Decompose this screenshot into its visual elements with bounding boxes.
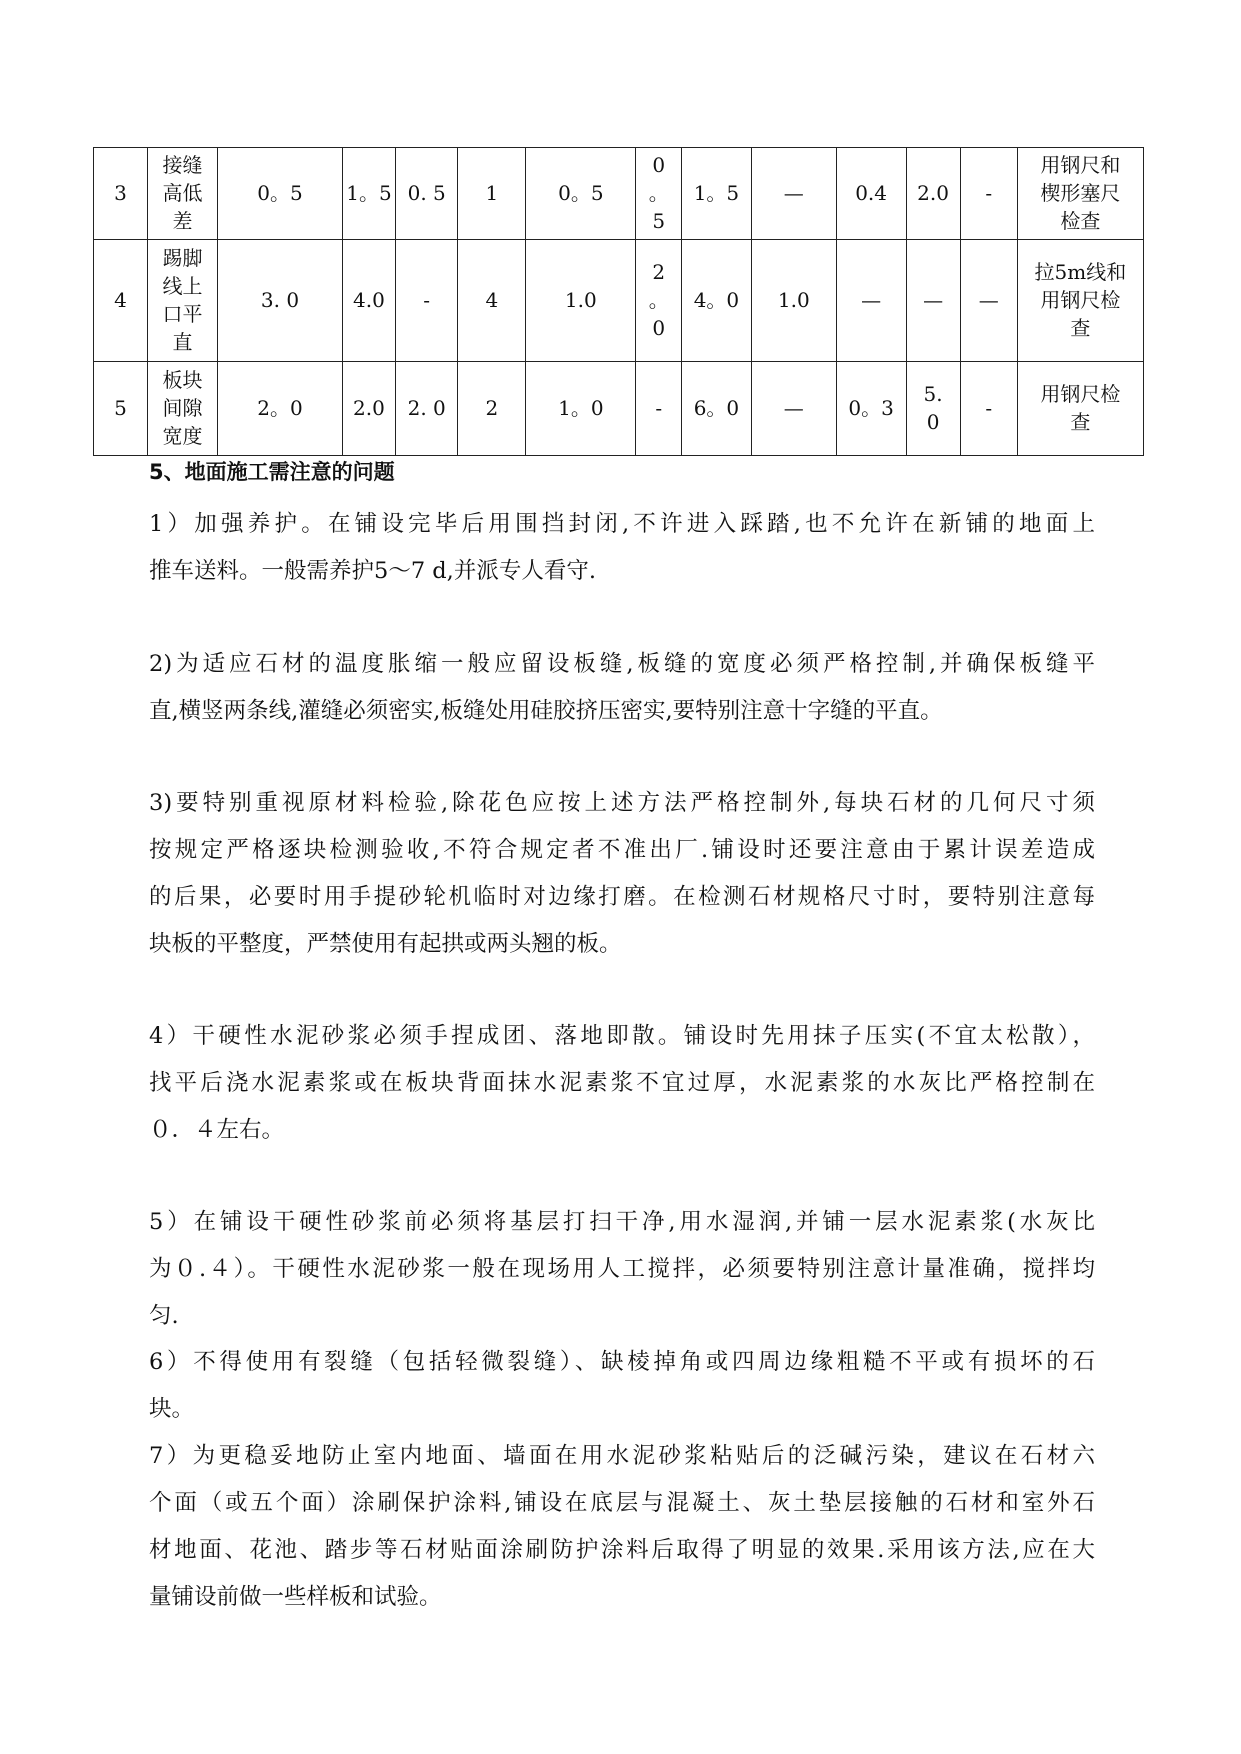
cell-line: - bbox=[655, 396, 663, 421]
inspection-method-cell bbox=[1017, 361, 1143, 455]
cell-line: 0 bbox=[926, 410, 940, 435]
value-cell: 0.4 bbox=[836, 148, 906, 240]
cell-line: 踢脚 bbox=[162, 246, 203, 271]
cell-line: 间隙 bbox=[162, 396, 203, 421]
paragraph-line: 块板的平整度，严禁使用有起拱或两头翘的板。 bbox=[149, 931, 622, 957]
value-cell: 1。0 bbox=[526, 361, 636, 455]
row-number-cell: 5 bbox=[94, 361, 148, 455]
table-row bbox=[94, 239, 1144, 361]
cell-line: — bbox=[923, 288, 944, 313]
paragraph-line: 匀. bbox=[149, 1303, 179, 1329]
row-number-cell: 3 bbox=[94, 148, 148, 240]
paragraph-line: 1）加强养护。在铺设完毕后用围挡封闭,不许进入踩踏,也不允许在新铺的地面上 bbox=[149, 511, 1095, 537]
paragraph-line: 6）不得使用有裂缝（包括轻微裂缝）、缺棱掉角或四周边缘粗糙不平或有损坏的石 bbox=[149, 1349, 1095, 1375]
cell-line: 口平 bbox=[162, 302, 203, 327]
item-name-cell bbox=[148, 239, 218, 361]
value-cell: 6。0 bbox=[681, 361, 751, 455]
paragraph-line: 5）在铺设干硬性砂浆前必须将基层打扫干净,用水湿润,并铺一层水泥素浆(水灰比 bbox=[149, 1209, 1095, 1235]
value-cell: 2.0 bbox=[342, 361, 395, 455]
section-heading: 5、地面施工需注意的问题 bbox=[149, 460, 395, 484]
paragraph-line: 按规定严格逐块检测验收,不符合规定者不准出厂.铺设时还要注意由于累计误差造成 bbox=[149, 837, 1095, 863]
value-cell: 4.0 bbox=[342, 239, 395, 361]
value-cell: - bbox=[960, 148, 1017, 240]
paragraph-line: 量铺设前做一些样板和试验。 bbox=[149, 1584, 442, 1610]
value-cell: 3. 0 bbox=[217, 239, 342, 361]
value-cell bbox=[636, 239, 682, 361]
paragraph bbox=[149, 1013, 1095, 1154]
value-cell: 1.0 bbox=[751, 239, 836, 361]
table-row bbox=[94, 148, 1144, 240]
paragraph bbox=[149, 1199, 1095, 1340]
value-cell: 2 bbox=[458, 361, 526, 455]
inspection-method-cell bbox=[1017, 148, 1143, 240]
paragraph-line: 块。 bbox=[149, 1396, 195, 1422]
paragraph-line: 7）为更稳妥地防止室内地面、墙面在用水泥砂浆粘贴后的泛碱污染，建议在石材六 bbox=[149, 1443, 1095, 1469]
cell-line: 板块 bbox=[162, 368, 203, 393]
paragraph-line: 找平后浇水泥素浆或在板块背面抹水泥素浆不宜过厚，水泥素浆的水灰比严格控制在 bbox=[149, 1070, 1095, 1096]
cell-line: 2 。 bbox=[648, 260, 669, 313]
value-cell: 0。5 bbox=[526, 148, 636, 240]
paragraph-line: 个面（或五个面）涂刷保护涂料,铺设在底层与混凝土、灰土垫层接触的石材和室外石 bbox=[149, 1490, 1095, 1516]
row-number-cell: 4 bbox=[94, 239, 148, 361]
value-cell: 0。3 bbox=[836, 361, 906, 455]
cell-line: 查 bbox=[1070, 316, 1091, 341]
cell-line: 5. bbox=[923, 382, 943, 407]
value-cell: 1。5 bbox=[681, 148, 751, 240]
cell-line: 宽度 bbox=[162, 424, 203, 449]
value-cell: 1。5 bbox=[342, 148, 395, 240]
paragraph bbox=[149, 641, 1095, 735]
paragraph-line: 推车送料。一般需养护5～7 d,并派专人看守. bbox=[149, 558, 596, 584]
value-cell: 1.0 bbox=[526, 239, 636, 361]
value-cell bbox=[636, 361, 682, 455]
value-cell bbox=[906, 148, 960, 240]
item-name-cell bbox=[148, 148, 218, 240]
cell-line: 0 bbox=[652, 316, 666, 341]
paragraph-line: ０．４左右。 bbox=[149, 1117, 285, 1143]
value-cell: — bbox=[836, 239, 906, 361]
cell-line: 用钢尺检 bbox=[1040, 288, 1121, 313]
table-body bbox=[94, 148, 1144, 456]
value-cell bbox=[636, 148, 682, 240]
table-row bbox=[94, 361, 1144, 455]
value-cell: - bbox=[395, 239, 458, 361]
value-cell: 0。5 bbox=[217, 148, 342, 240]
cell-line: 用钢尺和 bbox=[1040, 153, 1121, 178]
cell-line: 差 bbox=[172, 209, 193, 234]
value-cell: - bbox=[960, 361, 1017, 455]
cell-line: 高低 bbox=[162, 181, 203, 206]
paragraph bbox=[149, 1339, 1095, 1433]
value-cell: 4 bbox=[458, 239, 526, 361]
cell-line: 5 bbox=[652, 209, 666, 234]
value-cell: 0. 5 bbox=[395, 148, 458, 240]
paragraph-line: 材地面、花池、踏步等石材贴面涂刷防护涂料后取得了明显的效果.采用该方法,应在大 bbox=[149, 1537, 1095, 1563]
paragraph-line: 的后果，必要时用手提砂轮机临时对边缘打磨。在检测石材规格尺寸时，要特别注意每 bbox=[149, 884, 1095, 910]
paragraph-line: 2)为适应石材的温度胀缩一般应留设板缝,板缝的宽度必须严格控制,并确保板缝平 bbox=[149, 651, 1095, 677]
cell-line: 拉5m线和 bbox=[1034, 260, 1127, 285]
cell-line: 线上 bbox=[162, 274, 203, 299]
value-cell: 1 bbox=[458, 148, 526, 240]
cell-line: 接缝 bbox=[162, 153, 203, 178]
value-cell bbox=[906, 361, 960, 455]
paragraph bbox=[149, 780, 1095, 968]
cell-line: 直 bbox=[172, 330, 193, 355]
cell-line: 检查 bbox=[1060, 209, 1101, 234]
value-cell: — bbox=[960, 239, 1017, 361]
value-cell: 4。0 bbox=[681, 239, 751, 361]
paragraph-line: 为０.４）。干硬性水泥砂浆一般在现场用人工搅拌，必须要特别注意计量准确，搅拌均 bbox=[149, 1256, 1095, 1282]
item-name-cell bbox=[148, 361, 218, 455]
cell-line: 查 bbox=[1070, 410, 1091, 435]
value-cell: 2. 0 bbox=[395, 361, 458, 455]
paragraph bbox=[149, 501, 1095, 595]
value-cell: 2。0 bbox=[217, 361, 342, 455]
paragraph bbox=[149, 1433, 1095, 1621]
cell-line: 0 。 bbox=[648, 153, 669, 206]
cell-line: 用钢尺检 bbox=[1040, 382, 1121, 407]
inspection-method-cell bbox=[1017, 239, 1143, 361]
paragraph-line: 4）干硬性水泥砂浆必须手捏成团、落地即散。铺设时先用抹子压实(不宜太松散）， bbox=[149, 1023, 1095, 1049]
value-cell: — bbox=[751, 148, 836, 240]
cell-line: 楔形塞尺 bbox=[1040, 181, 1121, 206]
paragraph-line: 直,横竖两条线,灌缝必须密实,板缝处用硅胶挤压密实,要特别注意十字缝的平直。 bbox=[149, 698, 943, 724]
value-cell: — bbox=[751, 361, 836, 455]
tolerance-table bbox=[93, 147, 1144, 456]
cell-line: 2.0 bbox=[917, 181, 949, 206]
value-cell bbox=[906, 239, 960, 361]
paragraph-line: 3)要特别重视原材料检验,除花色应按上述方法严格控制外,每块石材的几何尺寸须 bbox=[149, 790, 1095, 816]
